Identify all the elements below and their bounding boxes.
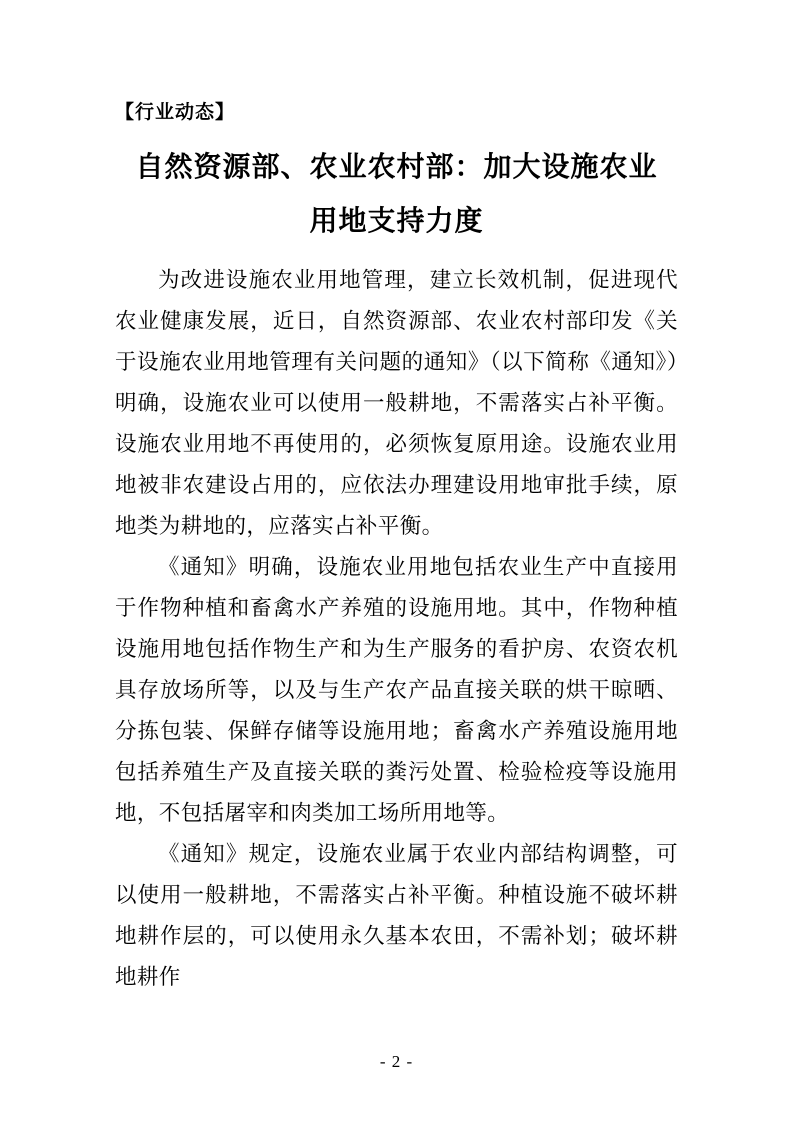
- title-line-2: 用地支持力度: [309, 206, 484, 238]
- page-number: - 2 -: [379, 1052, 414, 1071]
- article-body: [115, 260, 678, 998]
- category-tag: 【行业动态】: [115, 102, 236, 123]
- page-title: [115, 141, 678, 250]
- paragraph: 《通知》规定，设施农业属于农业内部结构调整，可以使用一般耕地，不需落实占补平衡。种植设施不破坏耕地耕作层的，可以使用永久基本农田，不需补划；破坏耕地耕作: [115, 841, 678, 989]
- paragraph: 《通知》明确，设施农业用地包括农业生产中直接用于作物种植和畜禽水产养殖的设施用地。其中，作物种植设施用地包括作物生产和为生产服务的看护房、农资农机具存放场所等，以及与生产农产品直接关联的烘干晾晒、分拣包装、保鲜存储等设施用地；畜禽水产养殖设施用地包括养殖生产及直接关联的粪污处置、检验检疫等设施用地，不包括屠宰和肉类加工场所用地等。: [115, 554, 678, 825]
- paragraph: 为改进设施农业用地管理，建立长效机制，促进现代农业健康发展，近日，自然资源部、农业农村部印发《关于设施农业用地管理有关问题的通知》（以下简称《通知》）明确，设施农业可以使用一般耕地，不需落实占补平衡。设施农业用地不再使用的，必须恢复原用途。设施农业用地被非农建设占用的，应依法办理建设用地审批手续，原地类为耕地的，应落实占补平衡。: [115, 267, 678, 538]
- title-line-1: 自然资源部、农业农村部：加大设施农业: [135, 151, 658, 183]
